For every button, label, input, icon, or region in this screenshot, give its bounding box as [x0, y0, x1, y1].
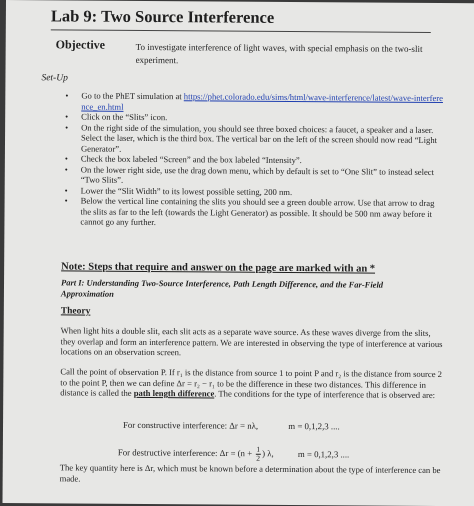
- paragraph-text: Call the point of observation P. If r₁ is the distance from source 1 to point P and r₂ is the distance from source 2 to the point P, then we can define Δr = r₂ − r₁ to be the difference in these two distances. This difference in distance is called the: [60, 366, 443, 398]
- note-heading: Note: Steps that require and answer on the page are marked with an *: [61, 261, 376, 275]
- theory-paragraph-1: When light hits a double slit, each slit acts as a separate wave source. As these waves diverge from the slits, they overlap and form an interference pattern. We are interested in observing the type of interference at various locations on an observation screen.: [60, 325, 443, 358]
- list-item: [61, 90, 443, 114]
- step-text: Below the vertical line containing the slits you should see a green double arrow. Use that arrow to drag the slits as far to the left (towards the Light Generator) as possible. It should be 500 nm away before it cannot go any further.: [80, 195, 435, 228]
- destructive-equation: [118, 445, 350, 464]
- objective-label: Objective: [55, 37, 106, 52]
- document-page: [2, 0, 474, 506]
- setup-steps-list: [60, 90, 443, 229]
- constructive-equation: [123, 420, 340, 432]
- objective-text: To investigate interference of light waves, with special emphasis on the two-slit experiment.: [135, 41, 423, 66]
- phet-link[interactable]: https://phet.colorado.edu/sims/html/wave-interference/latest/wave-interference_en.html: [81, 91, 444, 112]
- step-text: Go to the PhET simulation at: [81, 90, 184, 102]
- theory-paragraph-2: [60, 366, 443, 400]
- part1-heading: Part I: Understanding Two-Source Interference, Path Length Difference, and the Far-Field Approximation: [60, 277, 384, 299]
- page-title: Lab 9: Two Source Interference: [50, 6, 275, 27]
- list-item: [61, 164, 443, 188]
- equation-range: m = 0,1,2,3 ....: [288, 420, 340, 432]
- equation-text: ) λ,: [262, 448, 274, 459]
- equation-text: For destructive interference: Δr = (n +: [117, 447, 255, 459]
- step-text: Click on the “Slits” icon.: [81, 111, 168, 123]
- fraction-numerator: 1: [256, 444, 261, 454]
- step-text: On the right side of the simulation, you should see three boxed choices: a faucet, a speaker and a laser. Select the laser, which is the third box. The vertical bar on the left of the screen should now read “Light Generator”.: [80, 122, 438, 154]
- theory-heading: Theory: [60, 306, 91, 317]
- equation-text: For constructive interference: Δr = nλ,: [123, 419, 259, 431]
- fraction: [255, 446, 261, 463]
- step-text: On the lower right side, use the drag down menu, which by default is set to “One Slit” to instead select “Two Slits”.: [80, 164, 435, 185]
- theory-paragraph-3: The key quantity here is Δr, which must be known before a determination about the type of interference can be made.: [59, 462, 441, 484]
- title-rule: [51, 29, 431, 33]
- paragraph-text: . The conditions for the type of interference that is observed are:: [214, 388, 436, 401]
- fraction-denominator: 2: [256, 453, 261, 463]
- path-length-term: path length difference: [133, 387, 215, 399]
- equation-range: m = 0,1,2,3 ....: [297, 448, 350, 459]
- setup-label: Set-Up: [41, 73, 68, 84]
- list-item: [60, 195, 442, 229]
- step-text: Check the box labeled “Screen” and the box labeled “Intensity”.: [80, 153, 302, 166]
- step-text: Lower the “Slit Width” to its lowest possible setting, 200 nm.: [80, 185, 293, 197]
- list-item: [61, 122, 443, 156]
